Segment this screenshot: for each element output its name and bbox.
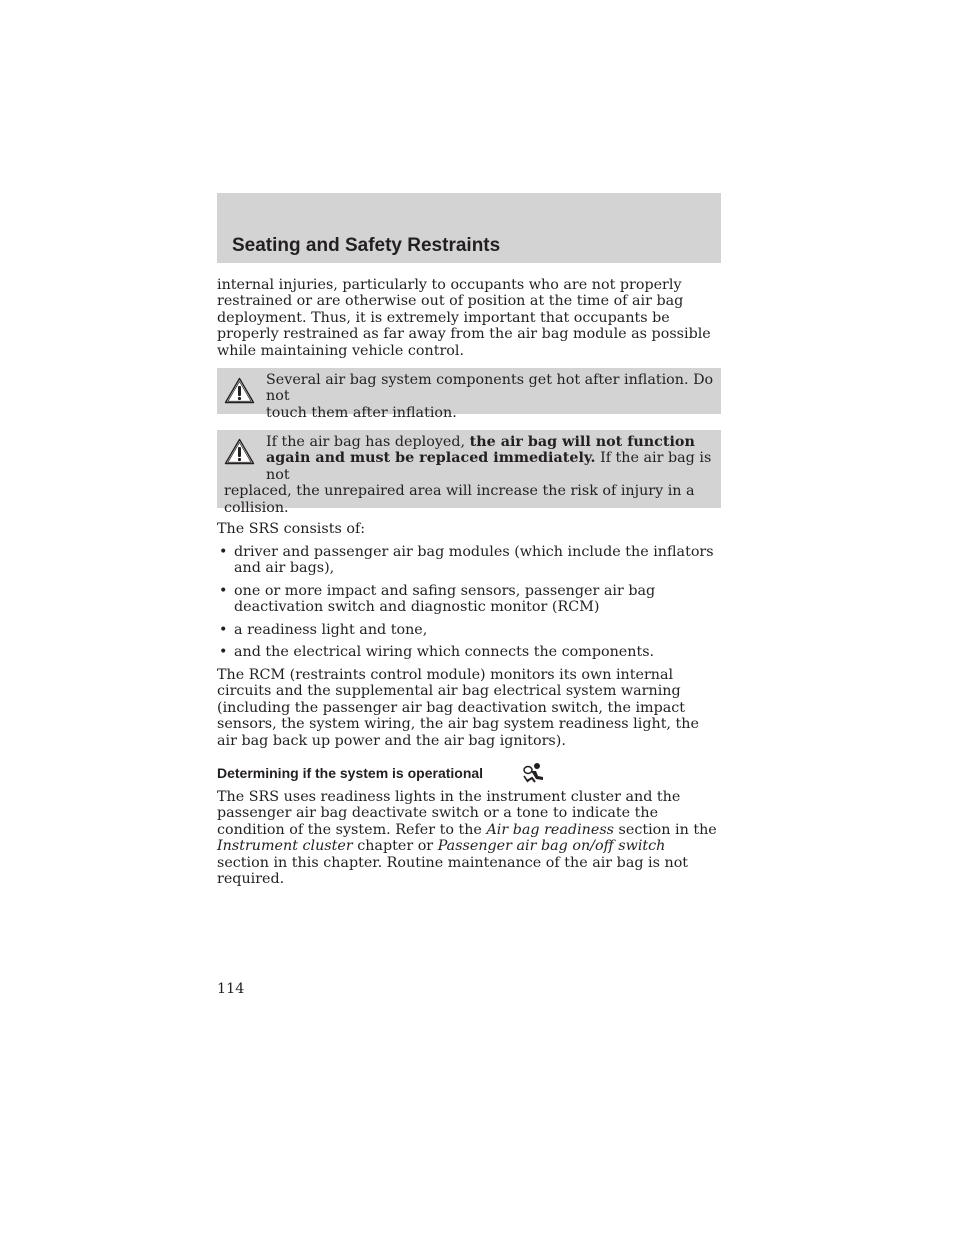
list-item-text: and the electrical wiring which connects the components. bbox=[234, 644, 655, 661]
srs-components-list bbox=[217, 544, 721, 660]
warning-box-hot-components bbox=[217, 368, 721, 421]
text-run-italic: Air bag readiness bbox=[486, 821, 614, 838]
section-heading bbox=[217, 762, 721, 784]
bullet-icon: • bbox=[219, 582, 228, 599]
warning2-text-bold: the air bag will not function bbox=[469, 434, 695, 450]
list-item bbox=[217, 544, 721, 577]
warning2-text-plain: If the air bag is not bbox=[266, 450, 712, 483]
list-item-text: a readiness light and tone, bbox=[234, 621, 428, 638]
text-run: section in this chapter. Routine maintenance of the air bag is not required. bbox=[217, 854, 689, 888]
operational-paragraph bbox=[217, 789, 721, 887]
warning-triangle-icon bbox=[224, 377, 255, 404]
warning2-text-plain: If the air bag has deployed, bbox=[266, 434, 470, 450]
chapter-title: Seating and Safety Restraints bbox=[232, 235, 501, 256]
warning2-line2 bbox=[217, 450, 715, 483]
rcm-paragraph: The RCM (restraints control module) monitors its own internal circuits and the supplemental air bag electrical system warning (including the passenger air bag deactivation switch, the impact sensors, the system wiring, the air bag system readiness light, the air bag back up power and the air bag ignitors). bbox=[217, 667, 699, 749]
warning2-line1 bbox=[217, 434, 715, 450]
text-run-italic: Passenger air bag on/off switch bbox=[437, 838, 666, 855]
warning-box-airbag-deployed bbox=[217, 430, 721, 516]
bullet-icon: • bbox=[219, 644, 228, 661]
airbag-occupant-icon bbox=[522, 762, 546, 784]
warning1-line2: touch them after inflation. bbox=[266, 404, 457, 421]
warning-triangle-icon bbox=[224, 438, 255, 465]
list-item bbox=[217, 644, 721, 660]
page-number: 114 bbox=[217, 981, 245, 997]
intro-paragraph: internal injuries, particularly to occupants who are not properly restrained or are otherwise out of position at the time of air bag deployment. Thus, it is extremely important that occupants be properly restrained as far away from the air bag module as possible while maintaining vehicle control. bbox=[217, 277, 711, 359]
text-run: section in the bbox=[614, 821, 717, 838]
list-item-text: one or more impact and safing sensors, passenger air bag deactivation switch and diagnostic monitor (RCM) bbox=[234, 582, 656, 616]
section-heading-text: Determining if the system is operational bbox=[217, 765, 484, 781]
srs-intro: The SRS consists of: bbox=[217, 521, 366, 537]
text-run-italic: Instrument cluster bbox=[217, 838, 353, 855]
warning2-rest: replaced, the unrepaired area will increase the risk of injury in a collision. bbox=[224, 483, 695, 516]
bullet-icon: • bbox=[219, 544, 228, 560]
warning2-text-bold: again and must be replaced immediately. bbox=[266, 450, 596, 467]
list-item-text: driver and passenger air bag modules (which include the inflators and air bags), bbox=[234, 544, 714, 577]
chapter-header-band bbox=[217, 193, 721, 263]
text-run: The SRS uses readiness lights in the instrument cluster and the passenger air bag deactivate switch or a tone to indicate the condition of the system. Refer to the bbox=[217, 789, 681, 838]
bullet-icon: • bbox=[219, 621, 228, 638]
warning1-line1: Several air bag system components get hot after inflation. Do not bbox=[266, 372, 714, 405]
list-item bbox=[217, 583, 721, 616]
list-item bbox=[217, 622, 721, 638]
text-run: chapter or bbox=[352, 838, 438, 855]
